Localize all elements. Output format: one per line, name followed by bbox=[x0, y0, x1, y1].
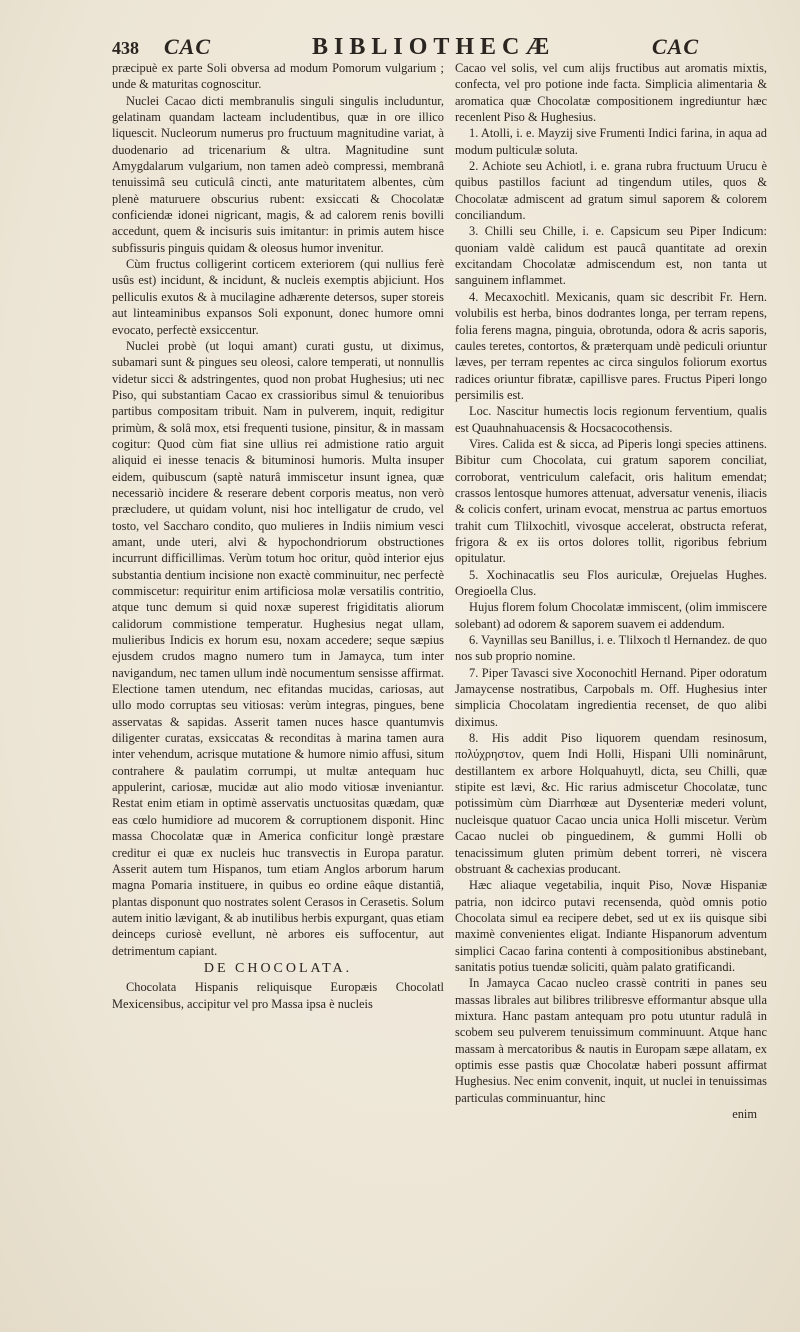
paragraph: Nuclei Cacao dicti membranulis singuli singulis includuntur, gelatinam quandam lacteam includentibus, quæ in ore illico liquescit. Nucleorum numerus pro fructuum magnitudine variat, à duodenario ad tricenarium & ultra. Magnitudine sunt Amygdalarum vulgarium, non tamen adeò compressi, membranâ tenuissimâ seu cuticulâ cincti, ante maturitatem albentes, cùm plenè maturuere obscurius rubent: exsiccati & Chocolatæ conficiendæ idonei nigricant, magis, & ad calorem renis bovilli accedunt, quem & incisuris suis imitantur: in primis autem hisce subfissuris pinguis quidam & oleosus humor invenitur. bbox=[112, 93, 444, 255]
list-item: 5. Xochinacatlis seu Flos auriculæ, Orejuelas Hughes. Oregioella Clus. bbox=[455, 567, 767, 598]
list-item: 7. Piper Tavasci sive Xoconochitl Hernand. Piper odoratum Jamaycense nostratibus, Carpobals m. Off. Hughesius inter simplicia Chocolatam ingredientia recenset, de quo alibi diximus. bbox=[455, 665, 767, 729]
list-item: 6. Vaynillas seu Banillus, i. e. Tlilxoch tl Hernandez. de quo nos sub proprio nomine. bbox=[455, 633, 767, 664]
keyword-right: CAC bbox=[652, 34, 700, 59]
paragraph: Nuclei probè (ut loqui amant) curati gustu, ut diximus, subamari sunt & pingues seu oleosi, calore temperati, ut nonnullis videtur sicci & adstringentes, quod non probat Hughesius; uti nec Piso, qui substantiam Cacao ex crassioribus simul & tenuioribus partibus compositam tribuit. Nam in pulverem, inquit, redigitur primùm, & solâ mox, etsi frequenti tusione, pinsitur, & in massam cogitur: Quod cùm fiat sine ullius rei admistione ratio arguit aliquid ei inesse tenacis & bituminosi humoris. Multa insuper eidem, quibuscum (saptè naturâ immiscetur insunt ignea, quæ necessariò incidere & reserare debent corporis meatus, non verò præcludere, ut quidam volunt, nisi hoc intelligatur de crudo, vel tosto, vel Saccharo condito, quo mulieres in Indiis nimium vesci amant, unde uteri, alvi & hypochondriorum obstructiones incurrunt difficillimas. Verùm totum hoc oritur, quòd interior ejus substantia dentium incisione non exactè comminuitur, nec perfectè commiscetur: requiritur enim artificiosa molæ versatilis contritio, atque tunc demum si quid noxæ superest frigiditatis aliorum calidorum commistione temperatur. Hughesius negat ullam, mulieribus Indicis ex horum esu, noxam accedere; seque sæpius ejusdem crudos magno numero tum in Jamayca, tum inter navigandum, nec tamen ullum indè nocumentum sensisse affirmat. Electione tamen utendum, nec efitandas mucidas, cariosas, aut ullo modo corruptas seu vitiosas: verùm integras, pingues, bene asservatas & sapidas. Asserit tamen nuces hasce quantumvis diligenter curatas, exsiccatas & reconditas à marina tamen aura inter vehendum, acrisque mutatione & humore nimio affusi, situm contrahere & paulatim corrumpi, ut multæ antequam huc appulerint, cariosæ, mucidæ aut alio modo vitiosæ inveniantur. Restat enim etiam in optimè asservatis unctuositas quædam, quæ eas cœlo humidiore ad mucorem & corruptionem disponit. Hinc massa Chocolatæ quæ in America conficitur longè præstare creditur ei quæ ex nucleis huc transvectis in Europa paratur. Asserit autem tum Hispanos, tum etiam Anglos arborum harum magna Pomaria instituere, in quibus eo ordine eâque distantiâ, plantas disponunt quo nostrates solent Cerasos in Cerasetis. Solum autem initio lævigant, & ab inutilibus herbis expurgant, quas etiam deinceps curiosè evellunt, nè arbores eis suffocentur, aut detrimentum capiant. bbox=[112, 338, 444, 958]
paragraph: Loc. Nascitur humectis locis regionum ferventium, qualis est Quauhnahuacensis & Hocsacocothensis. bbox=[455, 404, 767, 435]
list-item: 8. His addit Piso liquorem quendam resinosum, πολύχρηστον, quem Indi Holli, Hispani Ulli nominârunt, destillantem ex arbore Holquahuytl, dicta, seu Chilli, quæ stipite est lævi, &c. Hic rarius admiscetur Chocolatæ, tunc potissimùm cùm Diarrhœæ aut Dysenteriæ mederi volunt, nucleisque quatuor Cacao uncia unica Holli miscetur. Verùm Cacao nuclei ob pinguedinem, & gummi Holli ob tenacissimum gluten primùm debent torreri, nè viscera obstruant & cachexias producant. bbox=[455, 731, 767, 876]
list-item: 4. Mecaxochitl. Mexicanis, quam sic describit Fr. Hern. volubilis est herba, binos dodrantes longa, per terram repens, folia ferens magna, pinguia, obrotunda, odora & acris saporis, caules teretes, contortos, & præterquam undè pediculi oriuntur læves, per terram repentes ac circa singulos foliorum exortus radices oriuntur fibratæ, capillisve pares. Fructus Piperi longo persimilis est. bbox=[455, 289, 767, 402]
catchword: enim bbox=[732, 1107, 757, 1121]
section-heading: DE CHOCOLATA. bbox=[203, 960, 353, 976]
paragraph: præcipuè ex parte Soli obversa ad modum Pomorum vulgarium ; unde & maturitas cognoscitur. bbox=[112, 61, 444, 92]
paragraph: Vires. Calida est & sicca, ad Piperis longi species attinens. Bibitur cum Chocolata, cui gratum saporem conciliat, corroborat, ventriculum calefacit, oris halitum emendat; crassos lentosque humores attenuat, adversatur venenis, iliacis & colicis confert, urinam evocat, menstrua ac partus emortuos trahit cum Tlilxochitl, vivosque accelerat, obstructa referat, frigora & ex iis ortos dolores tollit, rigoribus febrium opitulatur. bbox=[455, 436, 767, 566]
list-item: 2. Achiote seu Achiotl, i. e. grana rubra fructuum Urucu è quibus pastillos faciunt ad tingendum utiles, quos & Chocolatæ admiscent ad gratum simul saporem & colorem conciliandum. bbox=[455, 159, 767, 223]
running-title: BIBLIOTHECÆ bbox=[312, 34, 556, 60]
keyword-left: CAC bbox=[164, 34, 212, 59]
page-number: 438 bbox=[112, 38, 139, 58]
list-item: 3. Chilli seu Chille, i. e. Capsicum seu Piper Indicum: quoniam valdè calidum est paucâ quantitate ad orexin excitandam Chocolatæ admiscendum est, non tanta ut sanguinem inflammet. bbox=[455, 224, 767, 288]
paragraph: In Jamayca Cacao nucleo crassè contriti in panes seu massas librales aut bilibres trilibresve efformantur absque ulla mixtura. Hanc pastam antequam pro potu utuntur radulâ in scobem seu pulverem tenuissimum comminuunt. Atque hanc massam à mercatoribus & nautis in Europam sæpe allatam, ex optimis esse pastis quæ Chocolatæ haberi possunt affirmat Hughesius. Nec enim convenit, inquit, ut nuclei in tenuissimas particulas comminuantur, hinc bbox=[455, 976, 767, 1105]
paragraph: Chocolata Hispanis reliquisque Europæis Chocolatl Mexicensibus, accipitur vel pro Massa ipsa è nucleis bbox=[112, 980, 444, 1011]
list-item: 1. Atolli, i. e. Mayzij sive Frumenti Indici farina, in aqua ad modum pulticulæ soluta. bbox=[455, 126, 767, 157]
right-column bbox=[455, 60, 767, 1310]
paragraph: Cùm fructus colligerint corticem exteriorem (qui nullius ferè usûs est) incidunt, & incidunt, & nucleis exemptis abjiciunt. Hos pelliculis exutos & à mucilagine adhærente detersos, super storeis aut linteaminibus expansos Soli exponunt, donec humore omni evocato, perfectè exsiccentur. bbox=[112, 257, 444, 337]
paragraph: Hæc aliaque vegetabilia, inquit Piso, Novæ Hispaniæ patria, non idcirco putavi recensenda, quòd omnis potio Chocolata simul ea recipere debet, sed ut ex iis quisque sibi maximè convenientes eligat. Indiante Hispanorum adventum simplici Cacao farina contenti à compositionibus abstinebant, sanitatis potius tuendæ soliciti, quàm palato gratificandi. bbox=[455, 878, 767, 974]
paragraph: Cacao vel solis, vel cum alijs fructibus aut aromatis mixtis, confecta, vel pro potione inde facta. Simplicia alimentaria & aromatica quæ Chocolatæ compositionem ingrediuntur hæc recenlent Piso & Hughesius. bbox=[455, 61, 767, 125]
paragraph: Hujus florem folum Chocolatæ immiscent, (olim immiscere solebant) ad odorem & saporem suavem ei addendum. bbox=[455, 600, 767, 631]
left-column bbox=[112, 60, 444, 1310]
